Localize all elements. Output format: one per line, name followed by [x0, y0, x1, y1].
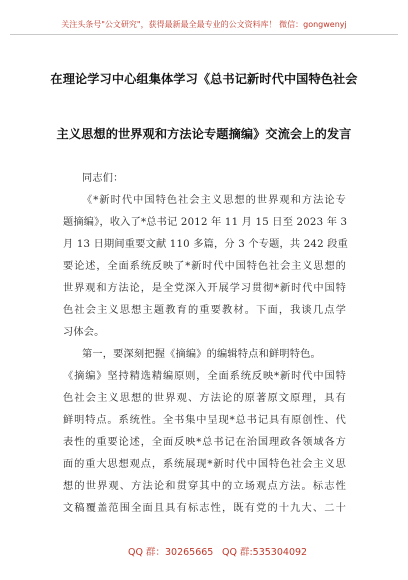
section-heading: 第一，要深刻把握《摘编》的编辑特点和鲜明特色。	[82, 349, 321, 360]
footer	[0, 544, 408, 558]
body-line: 月 13 日期间重要文献 110 多篇，分 3 个专题，共 242 段重	[63, 239, 349, 250]
body-line: 表性的重要论述，全面反映*总书记在治国理政各领域各方	[63, 437, 346, 448]
body-line: 色社会主义思想的世界观、方法论的原著原文原理，具有	[63, 393, 346, 404]
body-line: 鲜明特点。系统性。全书集中呈现*总书记具有原创性、代	[63, 415, 346, 426]
salutation: 同志们：	[82, 173, 124, 184]
body-line: 想的世界观、方法论和贯穿其中的立场观点方法。标志性	[63, 481, 346, 492]
body-line: 文稿覆盖范围全面且具有标志性，既有党的十九大、二十	[63, 503, 346, 514]
body-line: 世界观和方法论，是全党深入开展学习贯彻*新时代中国特	[63, 283, 346, 294]
body-line: 《*新时代中国特色社会主义思想的世界观和方法论专	[82, 195, 346, 206]
body-line: 题摘编》，收入了*总书记 2012 年 11 月 15 日至 2023 年 3	[63, 217, 348, 228]
body-line: 色社会主义思想主题教育的重要教材。下面，我谈几点学	[63, 305, 346, 316]
body-line: 要论述，全面系统反映了*新时代中国特色社会主义思想的	[63, 261, 346, 272]
footer-qq-group-1: QQ 群：30265665	[128, 547, 214, 558]
body-line: 《摘编》坚持精选精编原则，全面系统反映*新时代中国特	[63, 371, 346, 382]
document-title-line-1: 在理论学习中心组集体学习《总书记新时代中国特色社会	[50, 72, 358, 86]
body-line: 习体会。	[63, 327, 105, 338]
body-line: 面的重大思想观点，系统展现*新时代中国特色社会主义思	[63, 459, 346, 470]
footer-qq-group-2: QQ 群:535304092	[222, 547, 308, 558]
header-banner: 关注头条号"公文研究"，获得最新最全最专业的公文资料库！ 微信：gongwenyj	[10, 18, 398, 35]
document-title-line-2: 主义思想的世界观和方法论专题摘编》交流会上的发言	[56, 127, 352, 141]
